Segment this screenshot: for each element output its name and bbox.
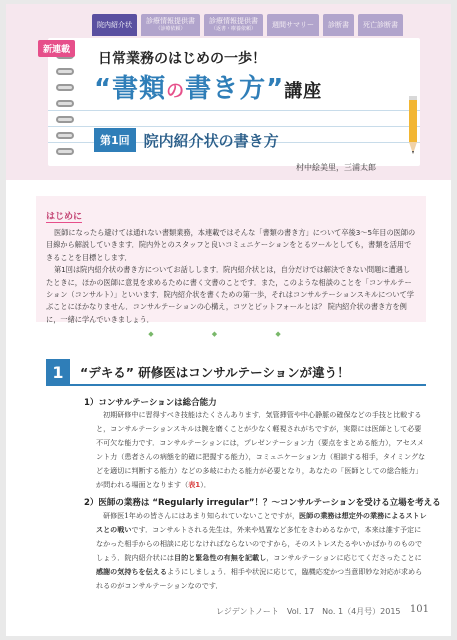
series-subtitle: 日常業務のはじめの一歩！ <box>98 51 266 67</box>
ring-icon <box>56 84 74 91</box>
page <box>6 4 451 636</box>
journal-citation: レジデントノート Vol. 17 No. 1（4月号）2015 <box>216 607 401 616</box>
tab-weekly-summary <box>267 14 319 36</box>
table-reference: 表1 <box>188 480 201 489</box>
tab-label: 診療情報提供書 <box>146 17 195 25</box>
document-type-tabs <box>92 14 403 36</box>
section-divider: ◆ ◆ ◆ <box>148 330 309 338</box>
page-footer <box>6 604 451 624</box>
ruled-line <box>48 110 420 111</box>
subsection-1-title: 1）コンサルテーションは総合能力 <box>84 398 217 408</box>
series-title-kouza: 講座 <box>284 81 323 102</box>
body-text: です．コンサルトされる先生は，外来や処置など多忙をきわめるなかで，本来は誰す予定になかった相手からの相談に応じなければならないのですから，そのストレスたるやいかばかりのものでしょう．院内紹介状には <box>96 525 423 562</box>
body-text: ，コンサルテーションに応じてくださったことに <box>266 553 422 562</box>
series-title-part1: “書類 <box>94 74 167 104</box>
body-text: ようにしましょう．相手や状況に応じて，臨機応変かつ当意即妙な対応が求められるのがコンサルテーションなのです． <box>96 567 423 590</box>
ring-icon <box>56 100 74 107</box>
tab-info-provision-reply <box>204 14 263 36</box>
episode-number-badge: 第1回 <box>94 128 136 152</box>
series-title <box>94 68 322 105</box>
series-title-no: の <box>166 81 186 102</box>
ring-icon <box>56 68 74 75</box>
body-text: ）． <box>200 480 211 489</box>
series-title-part2: 書き方” <box>185 74 285 104</box>
section-title: “デキる” 研修医はコンサルテーションが違う！ <box>80 365 350 380</box>
tab-medical-certificate <box>323 14 354 36</box>
tab-sublabel: （診療依頼） <box>155 26 186 32</box>
ring-icon <box>56 116 74 123</box>
subsection-1-body <box>96 408 428 492</box>
tab-label: 診療情報提供書 <box>209 17 258 25</box>
ring-icon <box>56 148 74 155</box>
intro-paragraph: 第1回は院内紹介状の書き方についてお話しします．院内紹介状とは，自分だけでは解決できない問題に遭遇したときに，ほかの医師に意見を求めるために書く文書のことです．また，このような相談のことを「コンサルテーション（コンサルト）」といいます．院内紹介状を書くための第一歩，それはコンサルテーションスキルについて学ぶことにほかなりません．コンサルテーションの心構え，コツとピットフォールとは？ 院内紹介状の書き方を例に，一緒に学んでいきましょう． <box>46 265 414 324</box>
subsection-2-title: 2）医師の業務は “Regularly irregular”！？〜コンサルテーションを受ける立場を考える <box>84 498 441 508</box>
tab-info-provision-request <box>141 14 200 36</box>
page-number: 101 <box>409 604 429 615</box>
highlighted-text: 感謝の気持ちを伝える <box>96 567 167 576</box>
authors: 村中絵美里，三浦太郎 <box>296 163 376 172</box>
tab-sublabel: （返書・療養依頼） <box>210 26 256 32</box>
intro-box <box>36 196 426 322</box>
ruled-line <box>48 126 420 127</box>
new-series-badge: 新連載 <box>38 40 75 57</box>
intro-paragraph: 医師になったら避けては通れない書類業務，本連載ではそんな「書類の書き方」について卒後3〜5年目の医師の目線から解説していきます．院内外とのスタッフと良いコミュニケーションをとるツールとしても，書類を活用できることを目標とします． <box>46 228 416 262</box>
tab-referral-letter <box>92 14 137 36</box>
ring-icon <box>56 132 74 139</box>
tab-death-certificate <box>358 14 403 36</box>
pencil-icon <box>406 96 420 158</box>
episode-heading <box>94 128 279 152</box>
section-number: 1 <box>46 359 70 385</box>
body-text: 研修医1年めの皆さんにはあまり知られていないことですが， <box>103 511 300 520</box>
intro-label: はじめに <box>46 209 82 223</box>
tab-label: 週間サマリー <box>272 20 314 29</box>
article-header <box>6 4 451 180</box>
episode-title: 院内紹介状の書き方 <box>143 131 279 150</box>
tab-label: 診断書 <box>328 20 349 29</box>
highlighted-text: 医師の業務は想定外の業務によるストレスとの戦い <box>96 511 427 534</box>
subsection-2-body <box>96 509 428 593</box>
tab-label: 院内紹介状 <box>97 20 132 29</box>
section-heading <box>46 360 426 386</box>
highlighted-text: 目的と緊急性の有無を記載し <box>174 553 267 562</box>
body-text: 初期研修中に習得すべき技能はたくさんあります．気管挿管や中心静脈の確保などの手技と比較すると，コンサルテーションスキルは腕を磨くことが少なく軽視されがちですが，実際には医師として必要不可欠な能力です．コンサルテーションには，プレゼンテーション力（要点をまとめる能力），アセスメント力（患者さんの病態を的確に把握する能力），コミュニケーション力（相談する相手，タイミングなどを適切に判断する能力）などの多岐にわたる能力が必要となり，あなたの「医師としての総合能力」が問われる場面となります（ <box>96 410 426 489</box>
tab-label: 死亡診断書 <box>363 20 398 29</box>
